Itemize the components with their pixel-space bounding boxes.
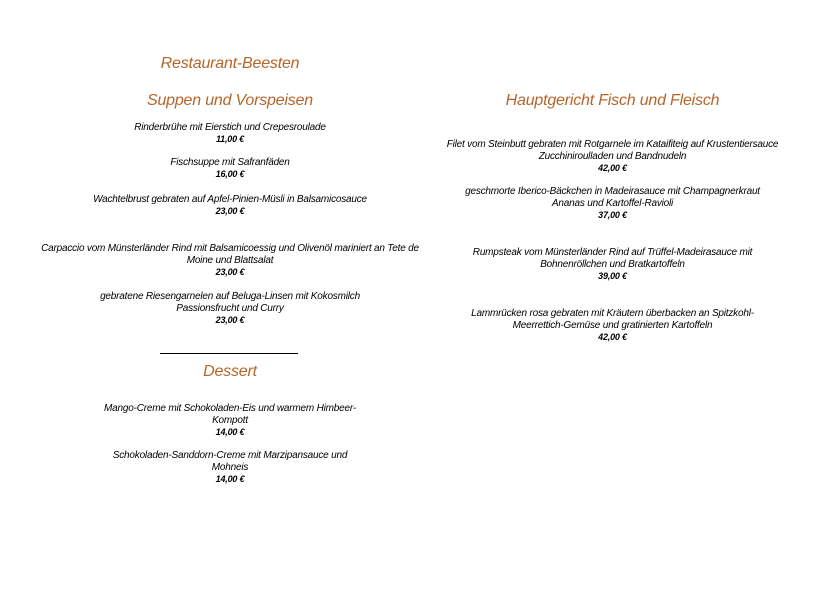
menu-item — [90, 291, 370, 326]
menu-item — [40, 157, 420, 180]
dish-price: 14,00 € — [215, 427, 245, 437]
dish-name: Wachtelbrust gebraten auf Apfel-Pinien-Müsli in Balsamicosauce — [93, 194, 367, 205]
dish-name: Lammrücken rosa gebraten mit Kräutern überbacken an Spitzkohl-Meerrettich-Gemüse und gratinierten Kartoffeln — [471, 308, 754, 331]
dish-name: gebratene Riesengarnelen auf Beluga-Linsen mit Kokosmilch Passionsfrucht und Curry — [100, 291, 360, 314]
dish-name: Fischsuppe mit Safranfäden — [170, 157, 290, 168]
menu-item — [40, 243, 420, 278]
menu-item — [440, 139, 785, 174]
dish-price: 16,00 € — [215, 169, 245, 179]
dish-price: 14,00 € — [215, 474, 245, 484]
menu-item — [450, 308, 775, 343]
dish-name: Filet vom Steinbutt gebraten mit Rotgarnele im Kataifiteig auf Krustentiersauce Zucchiniroulladen und Bandnudeln — [446, 139, 779, 162]
dish-price: 23,00 € — [215, 206, 245, 216]
dish-name: Schokoladen-Sanddorn-Creme mit Marzipansauce und Mohneis — [112, 450, 348, 473]
dish-price: 37,00 € — [598, 210, 627, 220]
dish-name: geschmorte Iberico-Bäckchen in Madeirasauce mit Champagnerkraut Ananas und Kartoffel-Ravioli — [465, 186, 760, 209]
dish-name: Carpaccio vom Münsterländer Rind mit Balsamicoessig und Olivenöl mariniert an Tete de Moine und Blattsalat — [41, 243, 419, 266]
dish-price: 23,00 € — [215, 315, 245, 325]
section-divider — [160, 353, 298, 354]
dish-name: Rinderbrühe mit Eierstich und Crepesroulade — [134, 122, 326, 133]
dessert-heading: Dessert — [203, 363, 257, 380]
dish-name: Mango-Creme mit Schokoladen-Eis und warmem Himbeer-Kompott — [104, 403, 356, 426]
mains-heading: Hauptgericht Fisch und Fleisch — [505, 92, 720, 109]
menu-item — [450, 186, 775, 221]
dish-price: 23,00 € — [215, 267, 245, 277]
dish-price: 42,00 € — [598, 163, 627, 173]
dish-price: 42,00 € — [598, 332, 627, 342]
menu-item — [110, 450, 350, 485]
menu-item — [90, 403, 370, 438]
menu-item — [40, 122, 420, 145]
starters-heading: Suppen und Vorspeisen — [146, 92, 313, 109]
menu-item — [80, 194, 380, 217]
dish-price: 39,00 € — [598, 271, 627, 281]
dish-price: 11,00 € — [216, 134, 244, 144]
restaurant-name: Restaurant-Beesten — [160, 55, 300, 72]
menu-item — [440, 247, 785, 282]
dish-name: Rumpsteak vom Münsterländer Rind auf Trüffel-Madeirasauce mit Bohnenröllchen und Bratkartoffeln — [472, 247, 753, 270]
